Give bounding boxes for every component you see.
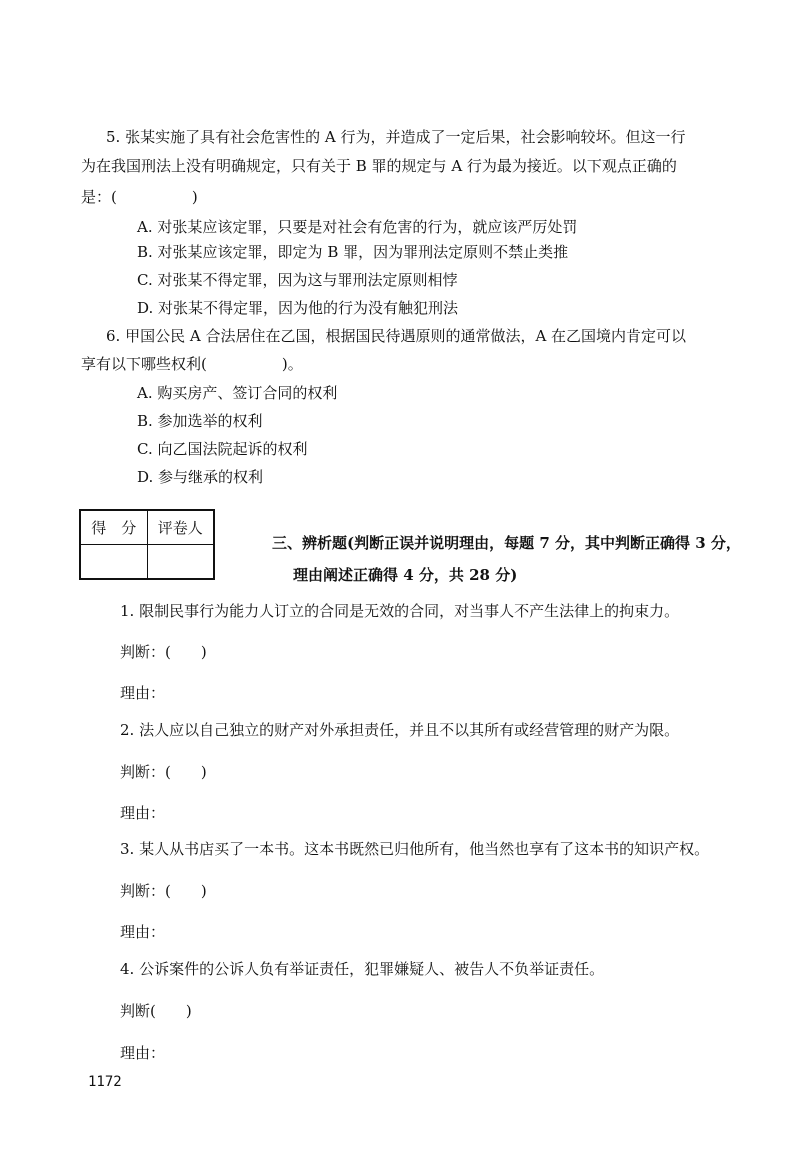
score-cell[interactable] — [80, 545, 147, 580]
item4-reason: 理由： — [120, 1044, 166, 1062]
item4-judge: 判断( ) — [120, 1002, 192, 1020]
q5-option-d: D. 对张某不得定罪，因为他的行为没有触犯刑法 — [137, 299, 459, 317]
q6-stem-line2: 享有以下哪些权利( )。 — [81, 355, 303, 373]
item1-reason: 理由： — [120, 684, 166, 702]
score-label: 得 分 — [80, 510, 147, 545]
q6-option-d: D. 参与继承的权利 — [137, 468, 264, 486]
item3-reason: 理由： — [120, 923, 166, 941]
item1-judge: 判断：( ) — [120, 643, 207, 661]
q5-option-a: A. 对张某应该定罪，只要是对社会有危害的行为，就应该严厉处罚 — [137, 218, 578, 236]
q6-stem-line1: 6. 甲国公民 A 合法居住在乙国，根据国民待遇原则的通常做法，A 在乙国境内肯定可以 — [106, 327, 687, 345]
section3-title-line1: 三、辨析题(判断正误并说明理由，每题 7 分，其中判断正确得 3 分， — [272, 534, 741, 552]
q5-option-b: B. 对张某应该定罪，即定为 B 罪，因为罪刑法定原则不禁止类推 — [137, 243, 569, 261]
item1-question: 1. 限制民事行为能力人订立的合同是无效的合同，对当事人不产生法律上的拘束力。 — [120, 602, 680, 620]
q5-option-c: C. 对张某不得定罪，因为这与罪刑法定原则相悖 — [137, 271, 458, 289]
q6-option-b: B. 参加选举的权利 — [137, 412, 263, 430]
q5-stem-line1: 5. 张某实施了具有社会危害性的 A 行为，并造成了一定后果，社会影响较坏。但这一行 — [106, 128, 686, 146]
grader-cell[interactable] — [147, 545, 214, 580]
item3-question: 3. 某人从书店买了一本书。这本书既然已归他所有，他当然也享有了这本书的知识产权。 — [120, 840, 710, 858]
q6-option-a: A. 购买房产、签订合同的权利 — [137, 384, 338, 402]
item2-question: 2. 法人应以自己独立的财产对外承担责任，并且不以其所有或经营管理的财产为限。 — [120, 721, 680, 739]
q5-stem-line2: 为在我国刑法上没有明确规定，只有关于 B 罪的规定与 A 行为最为接近。以下观点正确的 — [81, 157, 677, 175]
section3-title-line2: 理由阐述正确得 4 分，共 28 分) — [293, 566, 518, 584]
item4-question: 4. 公诉案件的公诉人负有举证责任，犯罪嫌疑人、被告人不负举证责任。 — [120, 960, 605, 978]
grader-label: 评卷人 — [147, 510, 214, 545]
item3-judge: 判断：( ) — [120, 882, 207, 900]
q6-option-c: C. 向乙国法院起诉的权利 — [137, 440, 308, 458]
item2-judge: 判断：( ) — [120, 763, 207, 781]
item2-reason: 理由： — [120, 804, 166, 822]
page-number: 1172 — [88, 1074, 122, 1090]
score-table — [79, 509, 215, 580]
q5-stem-line3: 是：( ) — [81, 188, 198, 206]
